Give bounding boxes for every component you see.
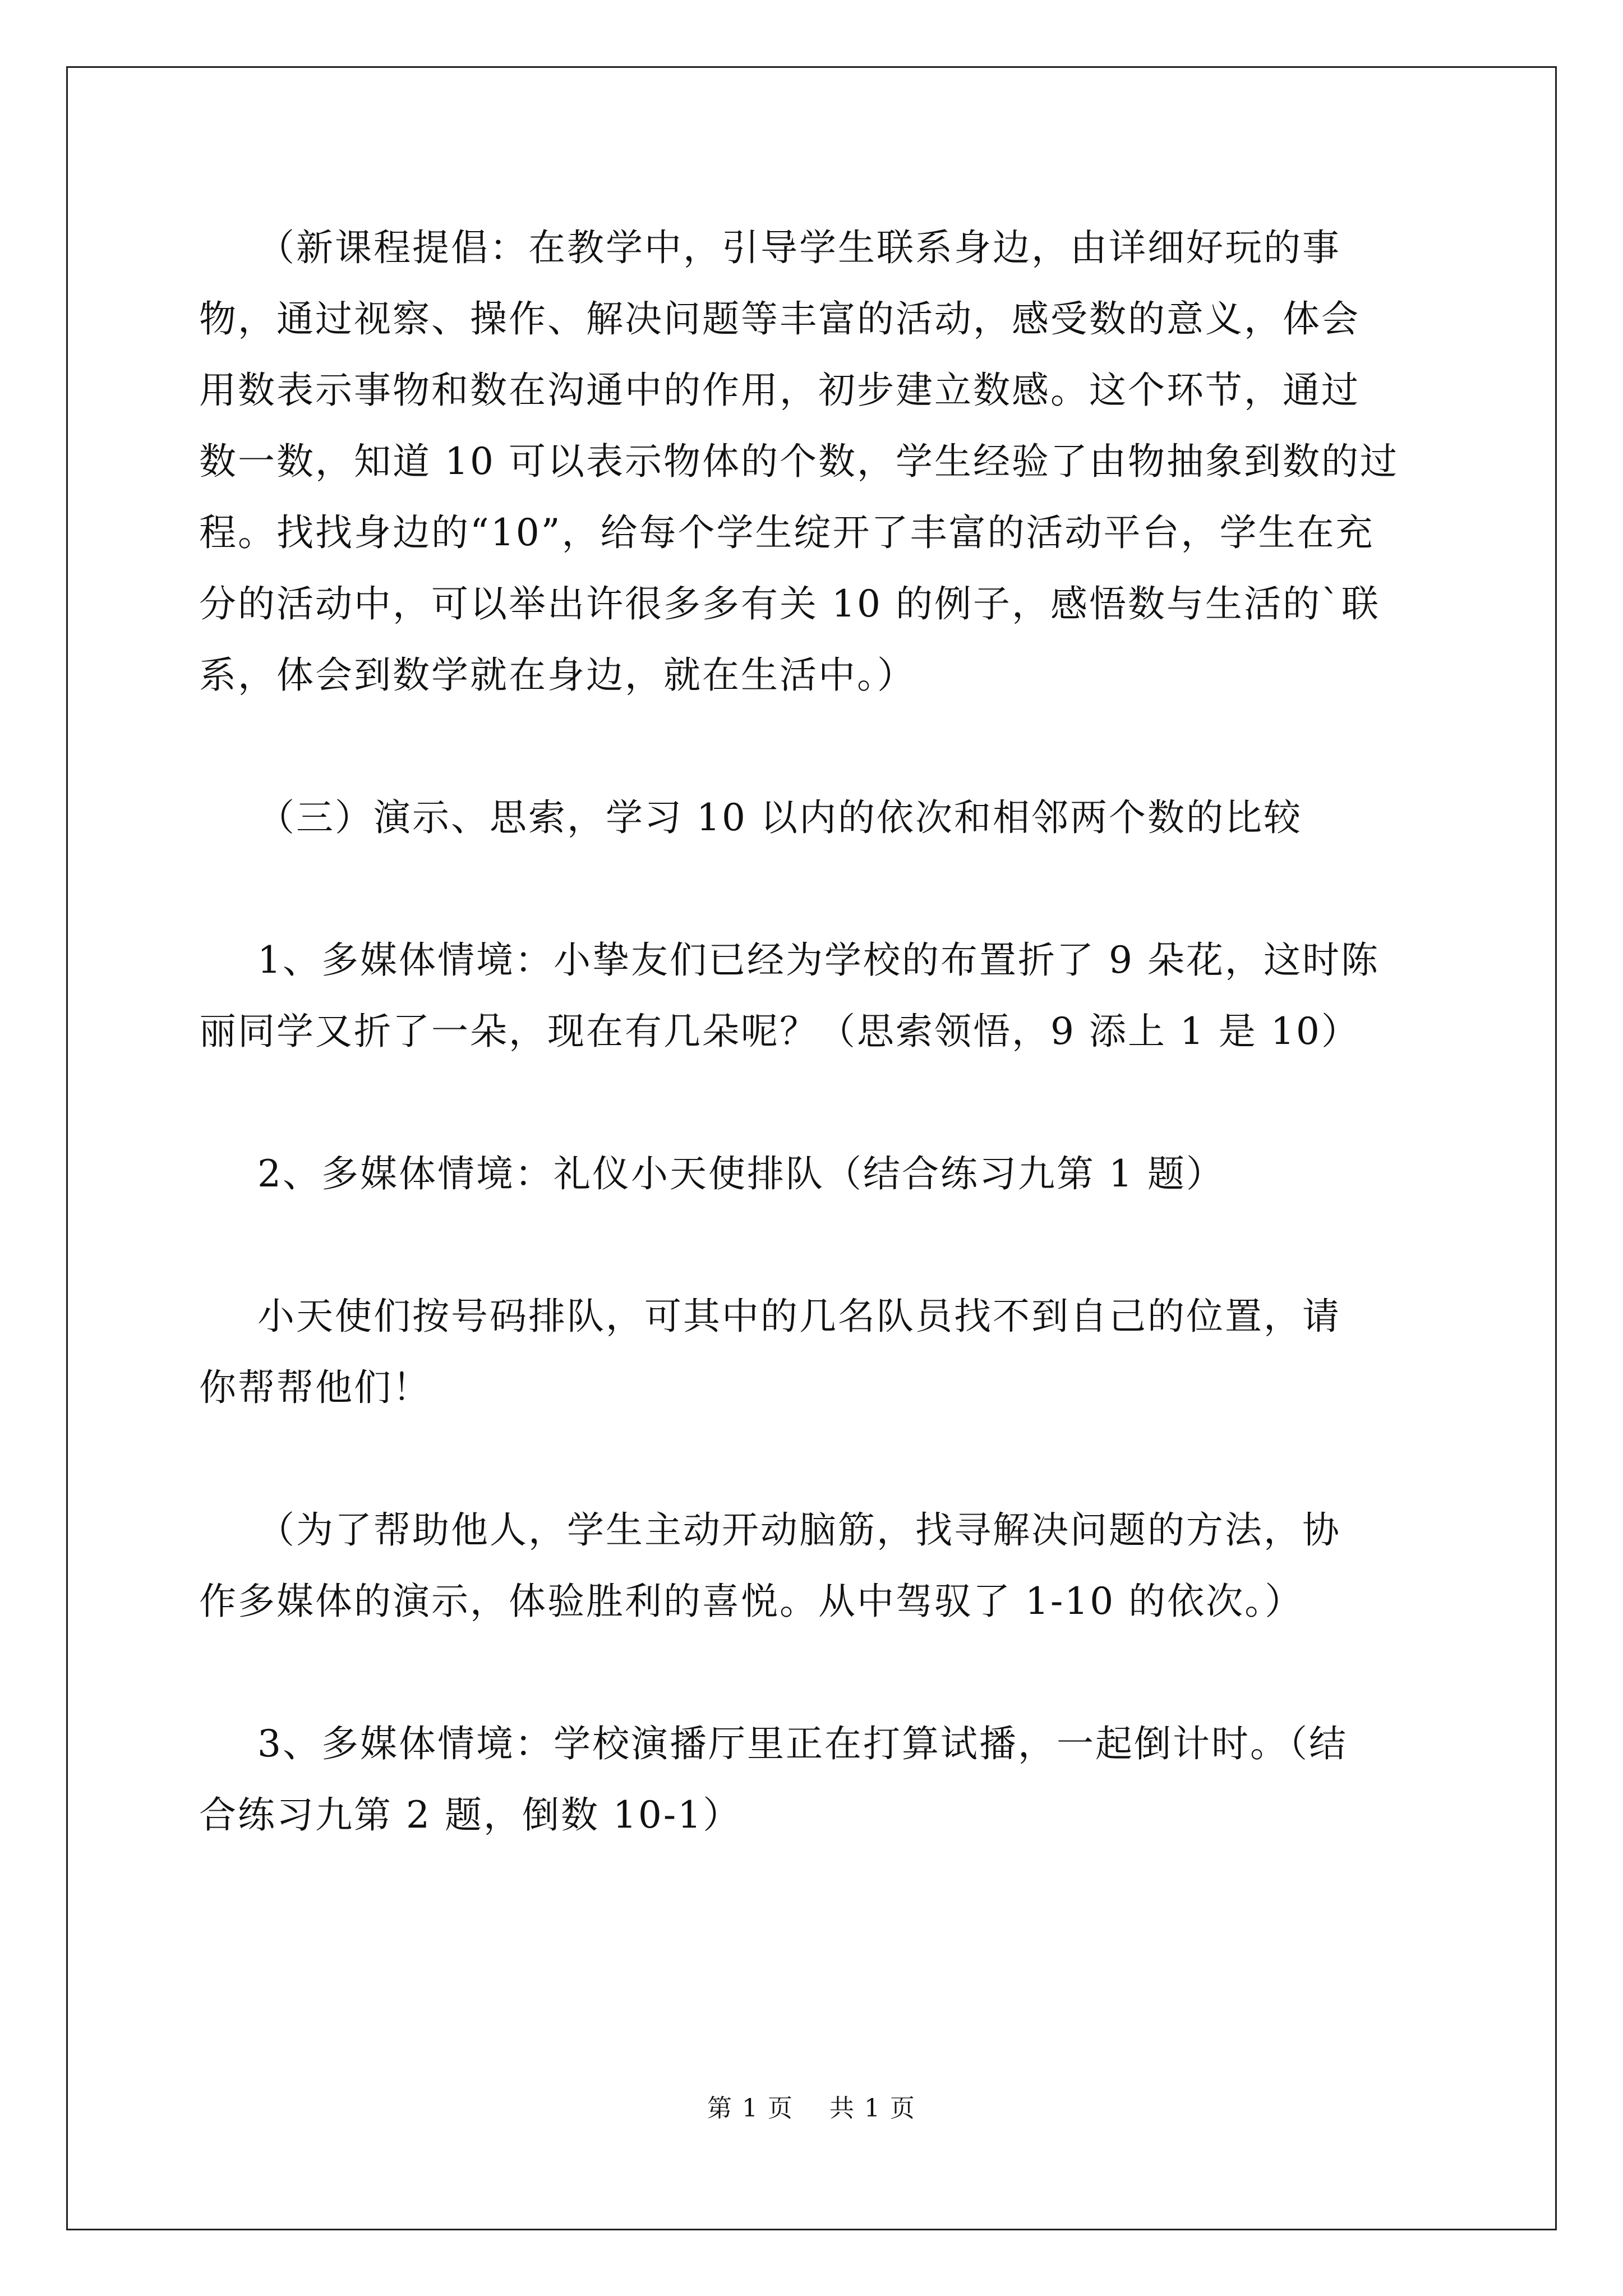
paragraph-line: 你帮帮他们！ (199, 1366, 431, 1409)
paragraph-line: 小天使们按号码排队，可其中的几名队员找不到自己的位置，请 (257, 1295, 1341, 1338)
paragraph-line: 3、多媒体情境：学校演播厅里正在打算试播，一起倒计时。（结 (257, 1722, 1348, 1765)
document-body (199, 212, 1433, 1851)
paragraph-line: 1、多媒体情境：小挚友们已经为学校的布置折了 9 朵花，这时陈 (257, 938, 1380, 982)
page-number-footer: 第 1 页 共 1 页 (707, 2094, 916, 2123)
paragraph-line: 系，体会到数学就在身边，就在生活中。） (199, 654, 916, 697)
paragraph-line: 丽同学又折了一朵，现在有几朵呢？（思索领悟，9 添上 1 是 10） (199, 1010, 1360, 1053)
section-heading: （三）演示、思索，学习 10 以内的依次和相邻两个数的比较 (257, 796, 1302, 839)
paragraph-line: 分的活动中，可以举出许很多多有关 10 的例子，感悟数与生活的`联 (199, 582, 1380, 625)
paragraph-line: （新课程提倡：在教学中，引导学生联系身边，由详细好玩的事 (257, 226, 1341, 269)
paragraph-line: 物，通过视察、操作、解决问题等丰富的活动，感受数的意义，体会 (199, 297, 1360, 341)
paragraph-line: 作多媒体的演示，体验胜利的喜悦。从中驾驭了 1-10 的依次。） (199, 1580, 1304, 1623)
paragraph-line: 2、多媒体情境：礼仪小天使排队（结合练习九第 1 题） (257, 1152, 1225, 1195)
paragraph-line: 合练习九第 2 题，倒数 10-1） (199, 1793, 742, 1837)
paragraph-line: （为了帮助他人，学生主动开动脑筋，找寻解决问题的方法，协 (257, 1508, 1341, 1552)
paragraph-line: 数一数，知道 10 可以表示物体的个数，学生经验了由物抽象到数的过 (199, 440, 1399, 483)
paragraph-line: 程。找找身边的“10”，给每个学生绽开了丰富的活动平台，学生在充 (199, 511, 1375, 554)
paragraph-line: 用数表示事物和数在沟通中的作用，初步建立数感。这个环节，通过 (199, 369, 1360, 412)
